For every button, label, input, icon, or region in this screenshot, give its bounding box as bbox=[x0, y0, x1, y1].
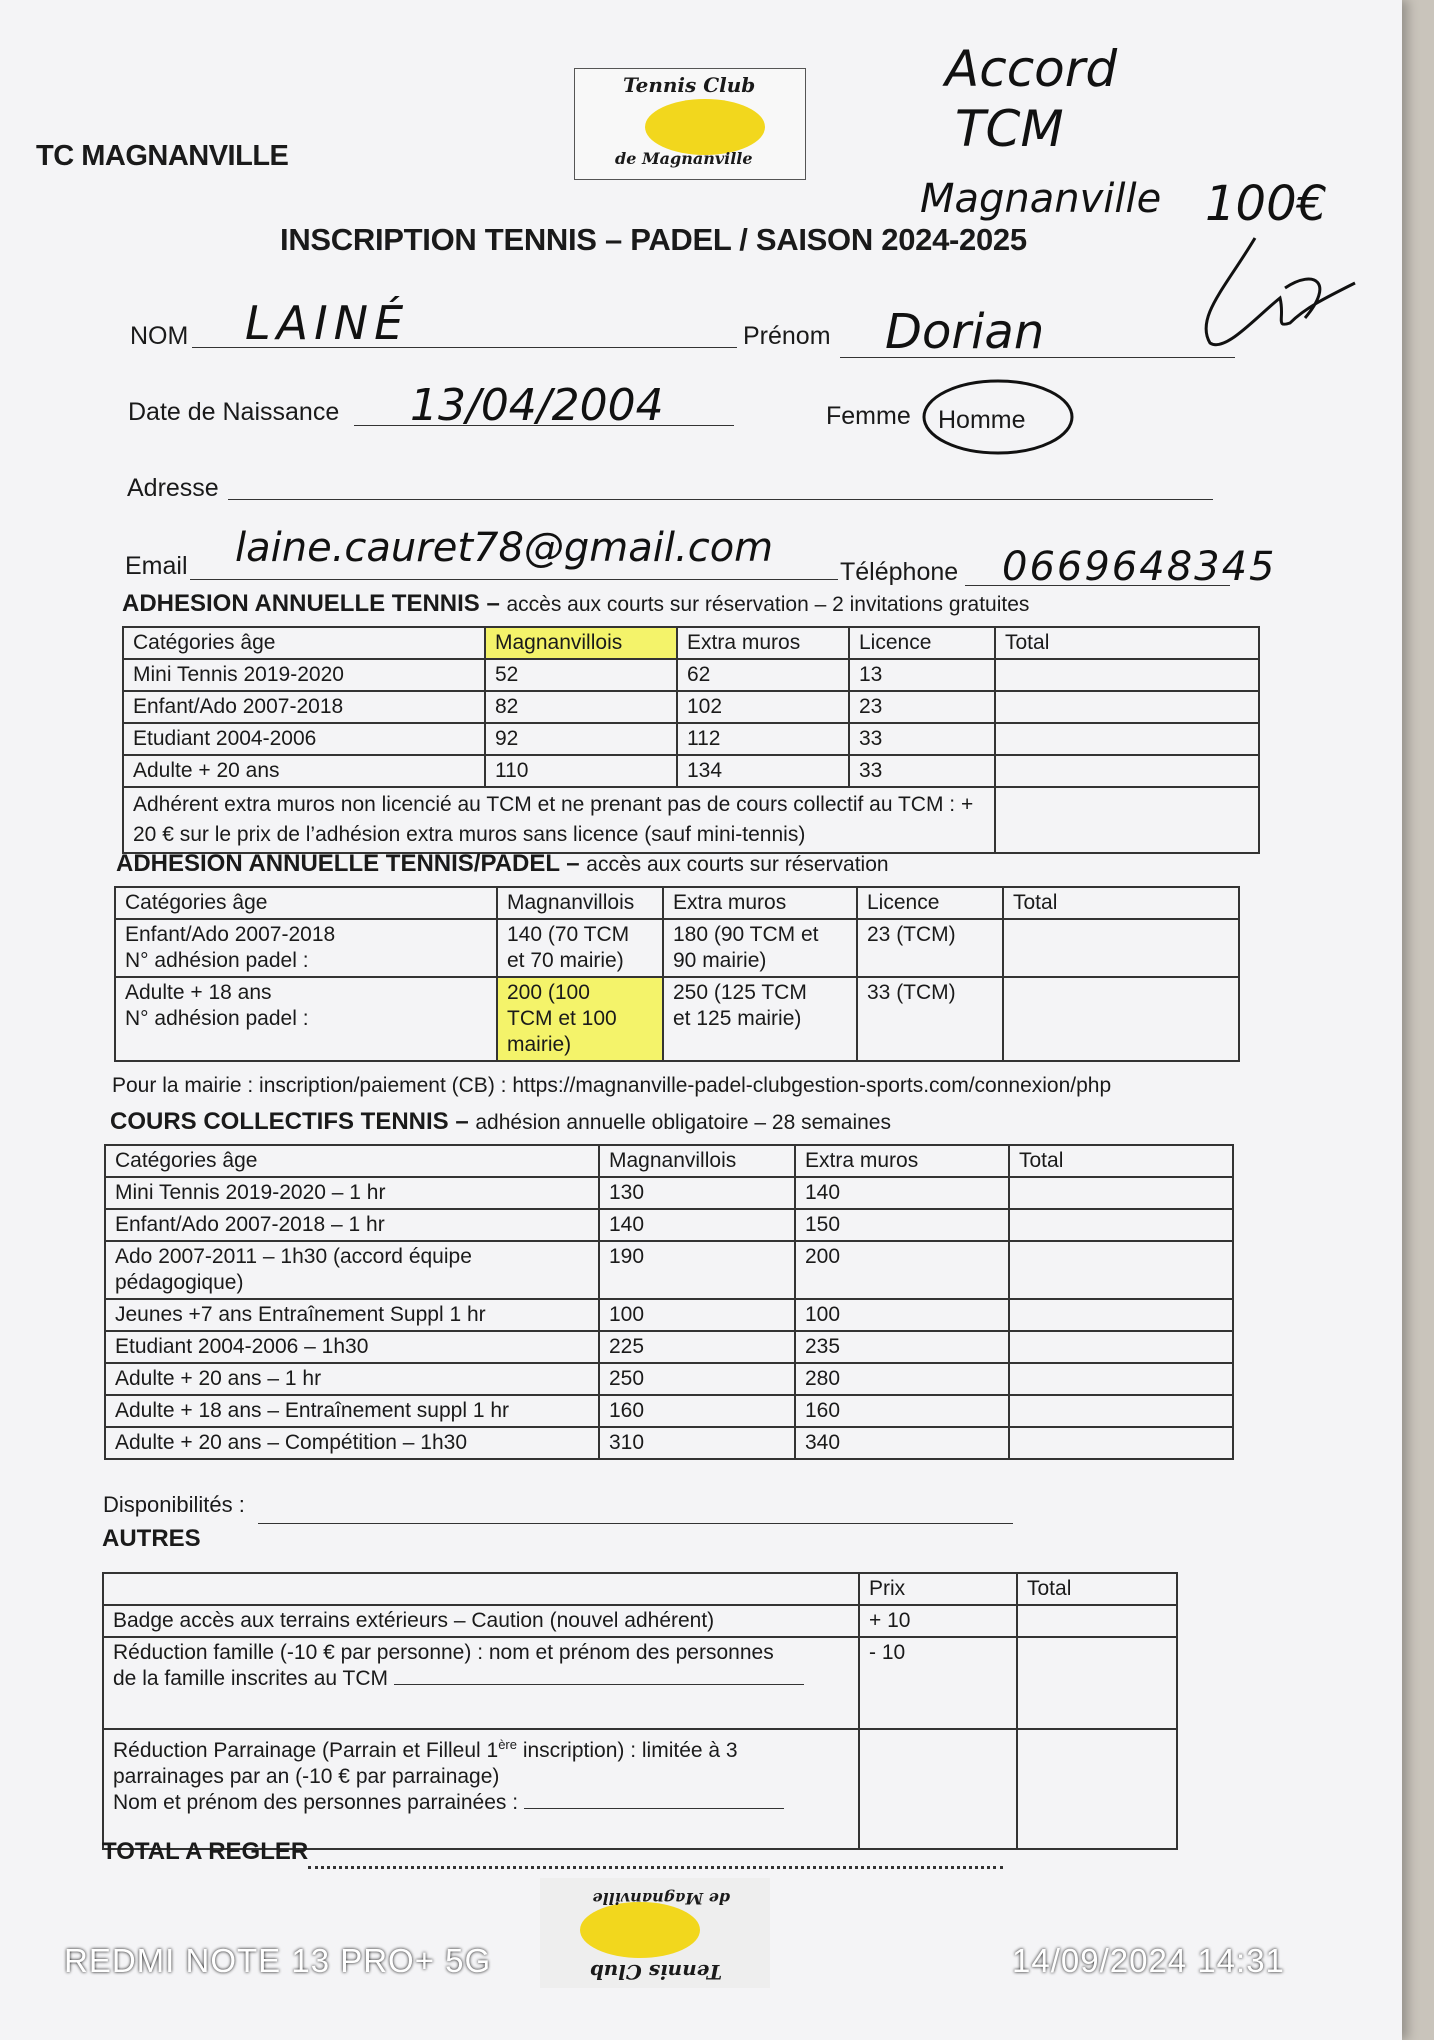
club-logo bbox=[574, 68, 806, 180]
form-title: INSCRIPTION TENNIS – PADEL / SAISON 2024-2025 bbox=[280, 222, 1027, 257]
logo-bottom-text: de Magnanville bbox=[615, 149, 753, 168]
tennis-heading: ADHESION ANNUELLE TENNIS – accès aux courts sur réservation – 2 invitations gratuites bbox=[122, 590, 1030, 617]
autres-table bbox=[102, 1572, 1178, 1850]
handwritten-note-1: Accord bbox=[945, 40, 1118, 98]
table-header: Catégories âge bbox=[105, 1145, 599, 1177]
table-header: Total bbox=[1003, 887, 1239, 919]
total-label: TOTAL A REGLER bbox=[102, 1838, 309, 1865]
email-line bbox=[190, 578, 838, 580]
table-header: Extra muros bbox=[795, 1145, 1009, 1177]
table-header-row bbox=[115, 887, 1239, 919]
table-cell: Enfant/Ado 2007-2018 – 1 hr bbox=[105, 1209, 599, 1241]
table-cell: 180 (90 TCM et 90 mairie) bbox=[663, 919, 857, 977]
table-cell[interactable] bbox=[1003, 977, 1239, 1061]
cours-table bbox=[104, 1144, 1234, 1460]
table-cell: 310 bbox=[599, 1427, 795, 1459]
parrainees-names-line[interactable] bbox=[524, 1808, 784, 1809]
table-header: Magnanvillois bbox=[599, 1145, 795, 1177]
table-cell: Jeunes +7 ans Entraînement Suppl 1 hr bbox=[105, 1299, 599, 1331]
table-row bbox=[105, 1363, 1233, 1395]
table-header: Extra muros bbox=[663, 887, 857, 919]
table-cell: Adulte + 20 ans – 1 hr bbox=[105, 1363, 599, 1395]
telephone-label: Téléphone bbox=[840, 558, 959, 586]
table-cell: 225 bbox=[599, 1331, 795, 1363]
handwritten-note-2: TCM bbox=[955, 100, 1064, 158]
disponibilites-label: Disponibilités : bbox=[103, 1492, 245, 1517]
table-cell: 140 (70 TCM et 70 mairie) bbox=[497, 919, 663, 977]
mairie-note: Pour la mairie : inscription/paiement (CB) : https://magnanville-padel-clubgestion-sports.com/connexion/php bbox=[112, 1074, 1112, 1097]
table-row bbox=[103, 1637, 1177, 1729]
table-cell: 33 bbox=[849, 755, 995, 787]
table-cell: 160 bbox=[795, 1395, 1009, 1427]
table-cell: 52 bbox=[485, 659, 677, 691]
cours-heading: COURS COLLECTIFS TENNIS – adhésion annuelle obligatoire – 28 semaines bbox=[110, 1108, 891, 1135]
table-row bbox=[105, 1395, 1233, 1427]
table-cell[interactable] bbox=[1003, 919, 1239, 977]
table-header: Catégories âge bbox=[115, 887, 497, 919]
table-cell: Ado 2007-2011 – 1h30 (accord équipe pédagogique) bbox=[105, 1241, 599, 1299]
table-cell: Mini Tennis 2019-2020 bbox=[123, 659, 485, 691]
tennis-subheading: accès aux courts sur réservation – 2 invitations gratuites bbox=[506, 593, 1030, 616]
table-row bbox=[115, 977, 1239, 1061]
table-header: Catégories âge bbox=[123, 627, 485, 659]
table-header bbox=[103, 1573, 859, 1605]
table-cell: 134 bbox=[677, 755, 849, 787]
table-cell[interactable] bbox=[1009, 1395, 1233, 1427]
club-name: TC MAGNANVILLE bbox=[36, 140, 289, 172]
table-cell bbox=[859, 1729, 1017, 1849]
table-cell: 23 (TCM) bbox=[857, 919, 1003, 977]
cours-subheading: adhésion annuelle obligatoire – 28 semaines bbox=[475, 1111, 891, 1134]
table-cell: 33 (TCM) bbox=[857, 977, 1003, 1061]
table-header: Licence bbox=[849, 627, 995, 659]
table-cell: Enfant/Ado 2007-2018 bbox=[123, 691, 485, 723]
prenom-label: Prénom bbox=[743, 322, 831, 350]
table-row bbox=[105, 1299, 1233, 1331]
table-header: Total bbox=[1009, 1145, 1233, 1177]
table-cell[interactable] bbox=[1009, 1241, 1233, 1299]
table-row bbox=[105, 1241, 1233, 1299]
table-cell: 340 bbox=[795, 1427, 1009, 1459]
handwritten-note-3: Magnanville bbox=[920, 176, 1162, 222]
table-cell: 250 bbox=[599, 1363, 795, 1395]
table-cell[interactable] bbox=[1009, 1299, 1233, 1331]
tennis-table bbox=[122, 626, 1260, 854]
adresse-line[interactable] bbox=[228, 498, 1213, 500]
padel-heading: ADHESION ANNUELLE TENNIS/PADEL – accès aux courts sur réservation bbox=[116, 850, 889, 877]
table-row bbox=[123, 755, 1259, 787]
homme-circle-mark bbox=[918, 372, 1078, 458]
table-cell: 130 bbox=[599, 1177, 795, 1209]
table-cell: Adulte + 18 ans – Entraînement suppl 1 hr bbox=[105, 1395, 599, 1427]
table-header: Licence bbox=[857, 887, 1003, 919]
table-cell: Etudiant 2004-2006 – 1h30 bbox=[105, 1331, 599, 1363]
table-cell: - 10 bbox=[859, 1637, 1017, 1729]
table-cell[interactable] bbox=[995, 755, 1259, 787]
table-row bbox=[105, 1177, 1233, 1209]
table-cell: 200 bbox=[795, 1241, 1009, 1299]
adresse-label: Adresse bbox=[127, 474, 219, 502]
table-header: Total bbox=[995, 627, 1259, 659]
tennis-ball-icon bbox=[580, 1902, 700, 1958]
table-cell[interactable] bbox=[995, 659, 1259, 691]
table-cell: 102 bbox=[677, 691, 849, 723]
table-cell: 112 bbox=[677, 723, 849, 755]
table-cell[interactable] bbox=[1009, 1427, 1233, 1459]
table-cell: 62 bbox=[677, 659, 849, 691]
nom-value[interactable]: LAINÉ bbox=[245, 296, 410, 350]
photo-device-watermark: REDMI NOTE 13 PRO+ 5G bbox=[64, 1942, 492, 1979]
table-row bbox=[105, 1209, 1233, 1241]
table-cell: Badge accès aux terrains extérieurs – Caution (nouvel adhérent) bbox=[103, 1605, 859, 1637]
total-dotted-line[interactable] bbox=[308, 1866, 1003, 1869]
disponibilites-line[interactable] bbox=[258, 1522, 1013, 1524]
table-row bbox=[103, 1605, 1177, 1637]
table-cell[interactable] bbox=[995, 691, 1259, 723]
table-row bbox=[123, 659, 1259, 691]
table-header: Extra muros bbox=[677, 627, 849, 659]
table-cell: Réduction Parrainage (Parrain et Filleul 1ère inscription) : limitée à 3 parrainages par an (-10 € par parrainage) Nom et prénom des personnes parrainées : bbox=[103, 1729, 859, 1849]
autres-heading: AUTRES bbox=[102, 1525, 201, 1552]
table-cell: 190 bbox=[599, 1241, 795, 1299]
table-cell: 200 (100 TCM et 100 mairie) bbox=[497, 977, 663, 1061]
table-cell[interactable] bbox=[995, 723, 1259, 755]
table-cell: 13 bbox=[849, 659, 995, 691]
table-header: Prix bbox=[859, 1573, 1017, 1605]
logo-top-text: Tennis Club bbox=[623, 73, 756, 97]
table-cell[interactable] bbox=[1017, 1637, 1177, 1729]
table-cell: 23 bbox=[849, 691, 995, 723]
table-cell[interactable] bbox=[995, 787, 1259, 853]
handwritten-note-4: 100€ bbox=[1205, 176, 1328, 232]
tennis-ball-icon bbox=[645, 99, 765, 155]
table-cell: 100 bbox=[599, 1299, 795, 1331]
table-row bbox=[103, 1729, 1177, 1849]
table-cell: Etudiant 2004-2006 bbox=[123, 723, 485, 755]
table-cell: 160 bbox=[599, 1395, 795, 1427]
table-row bbox=[123, 787, 1259, 853]
table-header-row bbox=[105, 1145, 1233, 1177]
table-row bbox=[105, 1427, 1233, 1459]
table-cell: 100 bbox=[795, 1299, 1009, 1331]
table-cell: 92 bbox=[485, 723, 677, 755]
telephone-value[interactable]: 0669648345 bbox=[1002, 544, 1277, 590]
prenom-value[interactable]: Dorian bbox=[885, 304, 1045, 360]
table-cell[interactable] bbox=[1009, 1177, 1233, 1209]
table-cell: Adulte + 20 ans – Compétition – 1h30 bbox=[105, 1427, 599, 1459]
table-header: Magnanvillois bbox=[485, 627, 677, 659]
table-row bbox=[123, 723, 1259, 755]
signature-icon bbox=[1185, 228, 1365, 358]
table-header-row bbox=[103, 1573, 1177, 1605]
table-row bbox=[123, 691, 1259, 723]
email-value[interactable]: laine.cauret78@gmail.com bbox=[235, 525, 774, 571]
club-logo-mirrored: Tennis Club de Magnanville bbox=[540, 1878, 770, 1988]
table-cell: Réduction famille (-10 € par personne) : nom et prénom des personnes de la famille inscrites au TCM bbox=[103, 1637, 859, 1729]
table-cell: 280 bbox=[795, 1363, 1009, 1395]
table-cell: Mini Tennis 2019-2020 – 1 hr bbox=[105, 1177, 599, 1209]
padel-table bbox=[114, 886, 1240, 1062]
nom-label: NOM bbox=[130, 322, 189, 350]
femme-option[interactable]: Femme bbox=[826, 402, 911, 430]
table-header-row bbox=[123, 627, 1259, 659]
table-cell: Adulte + 18 ans N° adhésion padel : bbox=[115, 977, 497, 1061]
table-cell: 82 bbox=[485, 691, 677, 723]
table-cell: 140 bbox=[599, 1209, 795, 1241]
table-cell[interactable] bbox=[1017, 1729, 1177, 1849]
table-cell: + 10 bbox=[859, 1605, 1017, 1637]
table-row bbox=[115, 919, 1239, 977]
table-header: Total bbox=[1017, 1573, 1177, 1605]
table-cell: 110 bbox=[485, 755, 677, 787]
homme-option[interactable]: Homme bbox=[938, 406, 1026, 434]
email-label: Email bbox=[125, 552, 188, 580]
famille-names-line[interactable] bbox=[394, 1684, 804, 1685]
table-cell: 33 bbox=[849, 723, 995, 755]
table-cell: 150 bbox=[795, 1209, 1009, 1241]
table-cell: Adulte + 20 ans bbox=[123, 755, 485, 787]
table-cell[interactable] bbox=[1017, 1605, 1177, 1637]
tennis-note: Adhérent extra muros non licencié au TCM et ne prenant pas de cours collectif au TCM : + 20 € sur le prix de l’adhésion extra muros sans licence (sauf mini-tennis) bbox=[123, 787, 995, 853]
dob-label: Date de Naissance bbox=[128, 398, 340, 426]
table-cell: Enfant/Ado 2007-2018 N° adhésion padel : bbox=[115, 919, 497, 977]
table-cell[interactable] bbox=[1009, 1209, 1233, 1241]
padel-subheading: accès aux courts sur réservation bbox=[586, 853, 889, 876]
table-cell: 235 bbox=[795, 1331, 1009, 1363]
table-cell: 250 (125 TCM et 125 mairie) bbox=[663, 977, 857, 1061]
table-row bbox=[105, 1331, 1233, 1363]
table-header: Magnanvillois bbox=[497, 887, 663, 919]
table-cell[interactable] bbox=[1009, 1331, 1233, 1363]
table-cell: 140 bbox=[795, 1177, 1009, 1209]
dob-value[interactable]: 13/04/2004 bbox=[410, 380, 664, 431]
table-cell[interactable] bbox=[1009, 1363, 1233, 1395]
photo-datetime-watermark: 14/09/2024 14:31 bbox=[1012, 1942, 1285, 1979]
